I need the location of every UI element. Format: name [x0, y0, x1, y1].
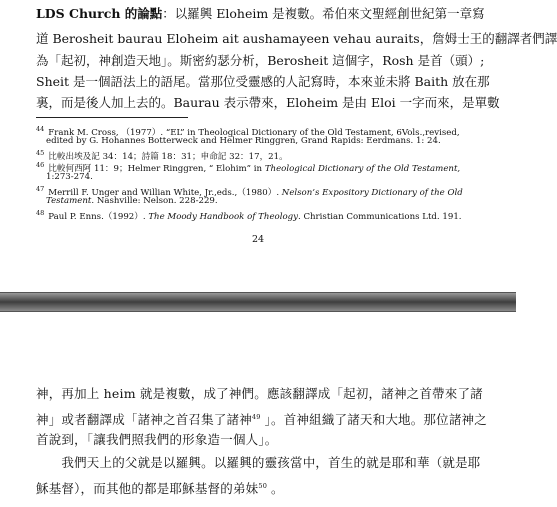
- footnote-44: $^{44}$ Frank M. Cross, （1977）. “EL” in Theological Dictionary of the Old Testament, 6Vols.,revised,: [36, 125, 460, 138]
- footnote-45: $^{45}$ 比較出埃及記 34：14；詩篇 18：31；申命記 32：17，21。: [36, 149, 288, 162]
- footnote-ref-50: 50: [258, 482, 268, 490]
- footnote-47: $^{47}$ Merrill F. Unger and Willian White, Jr.,eds.,（1980）. Nelson’s Expository Dictionary of the Old: [36, 185, 463, 198]
- page-break-separator: [0, 292, 516, 312]
- body-line: 道 Berosheit baurau Eloheim ait aushamayeen vehau auraits，詹姆士王的翻譯者們譯: [36, 31, 557, 46]
- body-line: 裏，而是後人加上去的。Baurau 表示帶來，Eloheim 是由 Eloi 一字而來，是單數: [36, 95, 500, 110]
- footnote-ref-49: 49: [251, 413, 261, 421]
- footnote-46: $^{46}$ 比較何西阿 11：9；Helmer Ringgren, “ Elohim” in Theological Dictionary of the Old Testament,: [36, 161, 461, 174]
- body-line: 神，再加上 heim 就是複數，成了神們。應該翻譯成「起初，諸神之首帶來了諸: [36, 386, 483, 401]
- body-line: 神」或者翻譯成「諸神之首召集了諸神$^{49}$ 」。首神組織了諸天和大地。那位諸神之: [36, 412, 487, 428]
- body-line: LDS Church 的論點：以羅興 Eloheim 是複數。希伯來文聖經創世紀第一章寫: [36, 6, 485, 21]
- footnote-separator: [36, 117, 188, 118]
- body-line: 我們天上的父就是以羅興。以羅興的靈孩當中，首生的就是耶和華（就是耶: [36, 455, 481, 470]
- footnote-46-continued: 1:273-274.: [46, 172, 93, 182]
- body-line: 為「起初，神創造天地」。斯密約瑟分析，Berosheit 這個字，Rosh 是首（頭）;: [36, 53, 485, 68]
- footnote-47-continued: Testament. Nashville: Nelson. 228-229.: [46, 196, 218, 206]
- section-heading: LDS Church 的論點: [36, 6, 163, 21]
- body-line: 首說到，「讓我們照我們的形象造一個人」。: [36, 432, 278, 447]
- document-page-25: [0, 312, 516, 507]
- body-line: 穌基督），而其他的都是耶穌基督的弟妹$^{50}$ 。: [36, 481, 284, 497]
- footnote-48: $^{48}$ Paul P. Enns.（1992）. The Moody Handbook of Theology. Christian Communications Ltd. 191.: [36, 209, 462, 222]
- page-number: 24: [251, 234, 265, 245]
- footnote-44-continued: edited by G. Hohannes Botterweck and Helmer Ringgren, Grand Rapids: Eerdmans. 1: 24.: [46, 136, 441, 146]
- body-line: Sheit 是一個語法上的語尾。當那位受靈感的人記寫時，本來並未將 Baith 放在那: [36, 74, 490, 89]
